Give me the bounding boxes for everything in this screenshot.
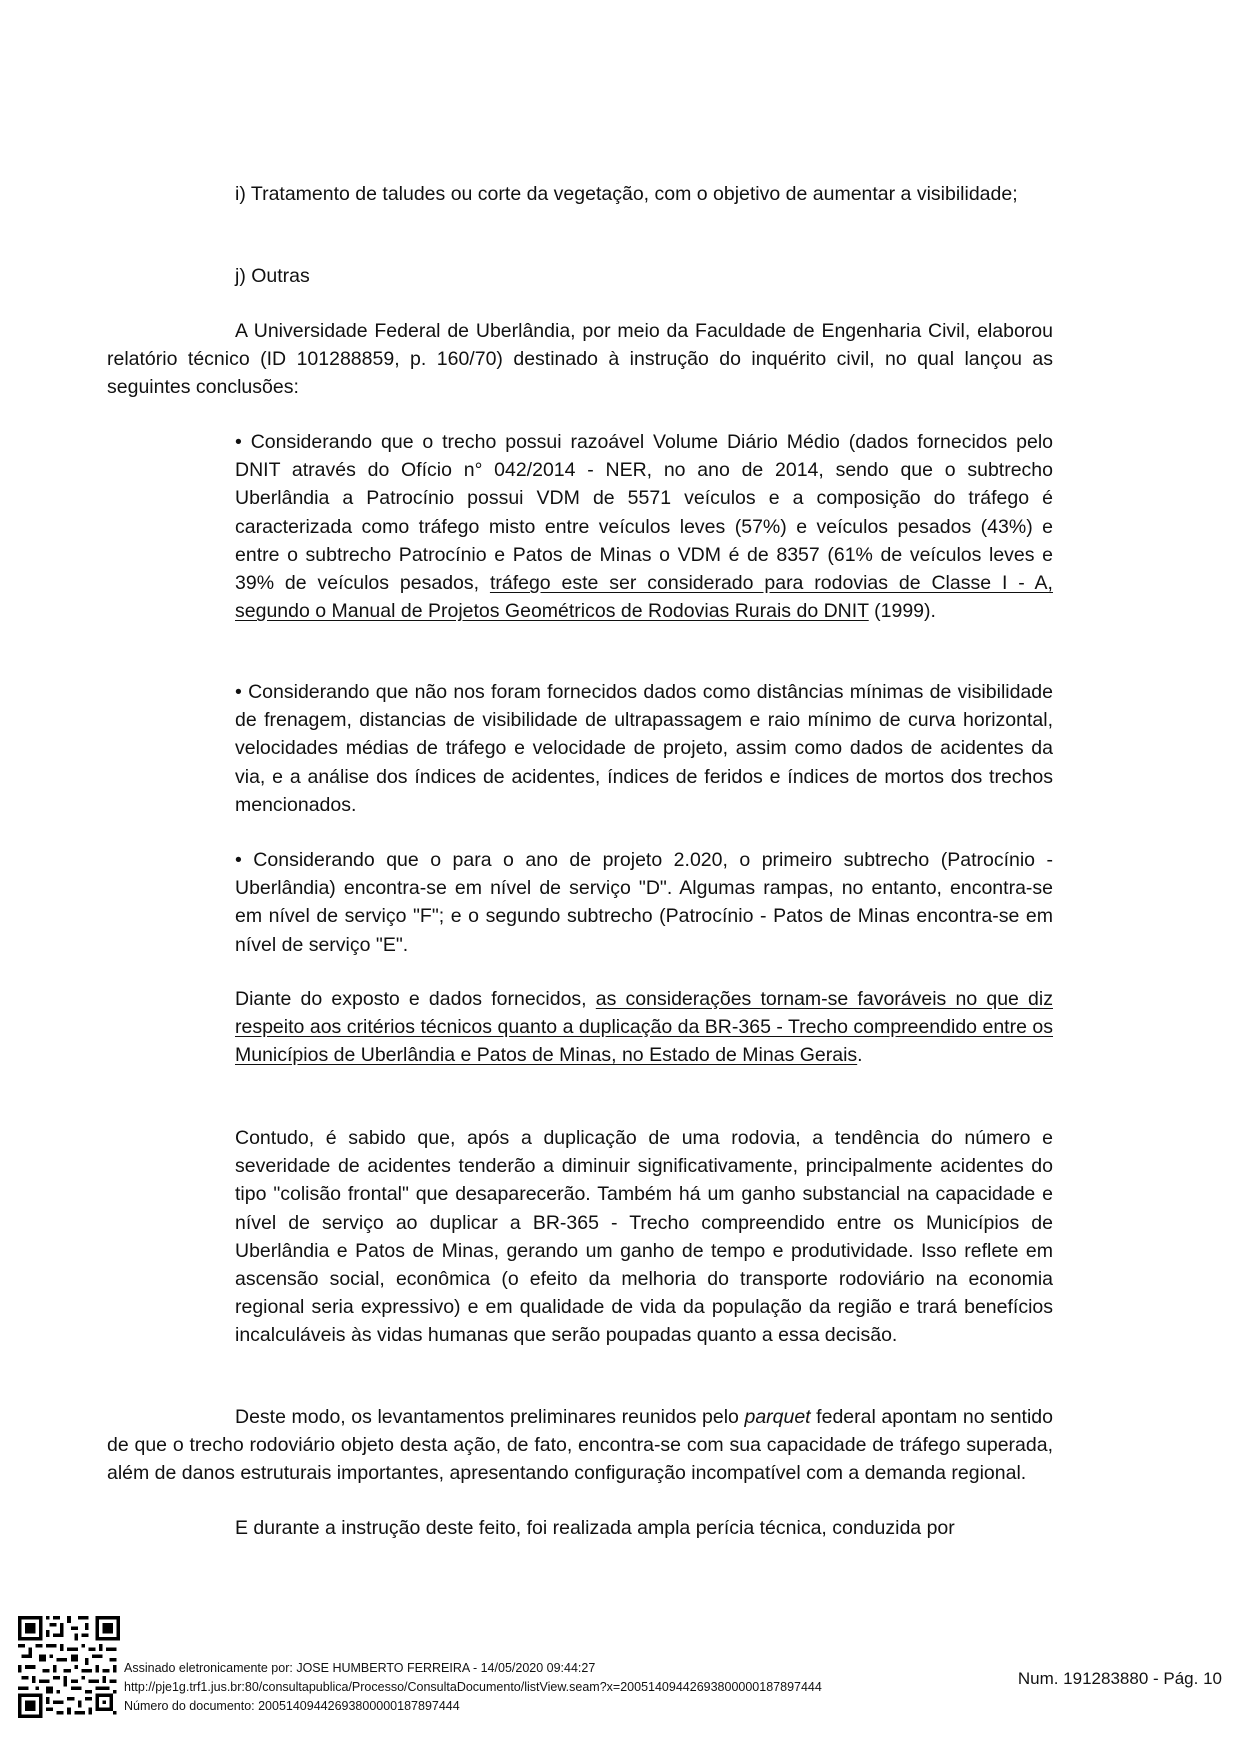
bullet-traffic-underlined: tráfego este ser considerado para rodovias de Classe I - A, segundo o Manual de Projetos Geométricos de Rodovias Rurais do DNIT bbox=[235, 572, 1053, 623]
bullet-traffic-year: (1999). bbox=[868, 600, 936, 623]
footer-doc-number: Número do documento: 20051409442693800000187897444 bbox=[124, 1699, 460, 1713]
bullet-traffic-volume bbox=[235, 428, 1053, 625]
qr-code bbox=[18, 1616, 120, 1718]
bullet-service-level: • Considerando que o para o ano de projeto 2.020, o primeiro subtrecho (Patrocínio - Uberlândia) encontra-se em nível de serviço "D". Algumas rampas, no entanto, encontra-se em nível de serviço "F"; e o segundo subtrecho (Patrocínio - Patos de Minas encontra-se em nível de serviço "E". bbox=[235, 849, 1053, 956]
paragraph-e-durante: E durante a instrução deste feito, foi realizada ampla perícia técnica, conduzida por bbox=[235, 1517, 955, 1539]
footer-signature: Assinado eletronicamente por: JOSE HUMBERTO FERREIRA - 14/05/2020 09:44:27 bbox=[124, 1661, 596, 1675]
bullet-traffic-text: • Considerando que o trecho possui razoável Volume Diário Médio (dados fornecidos pelo DNIT através do Ofício n° 042/2014 - NER, no ano de 2014, sendo que o subtrecho Uberlândia a Patrocínio possui VDM de 5571 veículos e a composição do tráfego é caracterizada como tráfego misto entre veículos leves (57%) e veículos pesados (43%) e entre o subtrecho Patrocínio e Patos de Minas o VDM é de 8357 (61% de veículos leves e 39% de veículos pesados, bbox=[235, 431, 1053, 595]
paragraph-contudo: Contudo, é sabido que, após a duplicação de uma rodovia, a tendência do número e severidade de acidentes tenderão a diminuir significativamente, principalmente acidentes do tipo "colisão frontal" que desaparecerão. Também há um ganho substancial na capacidade e nível de serviço ao duplicar a BR-365 - Trecho compreendido entre os Municípios de Uberlândia e Patos de Minas, gerando um ganho de tempo e produtividade. Isso reflete em ascensão social, econômica (o efeito da melhoria do transporte rodoviário na economia regional seria expressivo) e em qualidade de vida da população da região e trará benefícios incalculáveis às vidas humanas que serão poupadas quanto a essa decisão. bbox=[235, 1127, 1053, 1347]
deste-text: Deste modo, os levantamentos preliminares reunidos pelo bbox=[235, 1406, 745, 1428]
item-j: j) Outras bbox=[235, 265, 310, 287]
conclusion-period: . bbox=[857, 1044, 863, 1067]
parquet-italic: parquet bbox=[744, 1406, 811, 1428]
bullet-missing-data: • Considerando que não nos foram fornecidos dados como distâncias mínimas de visibilidade de frenagem, distancias de visibilidade de ultrapassagem e raio mínimo de curva horizontal, velocidades médias de tráfego e velocidade de projeto, assim como dados de acidentes da via, e a análise dos índices de acidentes, índices de feridos e índices de mortos dos trechos mencionados. bbox=[235, 681, 1053, 816]
deste-text-rest: federal apontam no sentido de que o trecho rodoviário objeto desta ação, de fato, encontra-se com sua capacidade de tráfego superada, além de danos estruturais importantes, apresentando configuração incompatível com a demanda regional. bbox=[107, 1406, 1053, 1485]
page-reference: Num. 191283880 - Pág. 10 bbox=[1017, 1669, 1222, 1688]
item-i: i) Tratamento de taludes ou corte da vegetação, com o objetivo de aumentar a visibilidade; bbox=[235, 183, 1018, 205]
paragraph-conclusion bbox=[235, 985, 1053, 1070]
paragraph-deste-modo bbox=[107, 1403, 1053, 1488]
footer-url[interactable]: http://pje1g.trf1.jus.br:80/consultapublica/Processo/ConsultaDocumento/listView.seam?x=20051409442693800000187897444 bbox=[124, 1680, 822, 1694]
conclusion-text: Diante do exposto e dados fornecidos, bbox=[235, 988, 596, 1010]
conclusion-underlined: as considerações tornam-se favoráveis no que diz respeito aos critérios técnicos quanto a duplicação da BR-365 - Trecho compreendido entre os Municípios de Uberlândia e Patos de Minas, no Estado de Minas Gerais bbox=[235, 988, 1053, 1067]
paragraph-ufu-report: A Universidade Federal de Uberlândia, por meio da Faculdade de Engenharia Civil, elaborou relatório técnico (ID 101288859, p. 160/70) destinado à instrução do inquérito civil, no qual lançou as seguintes conclusões: bbox=[107, 320, 1053, 399]
